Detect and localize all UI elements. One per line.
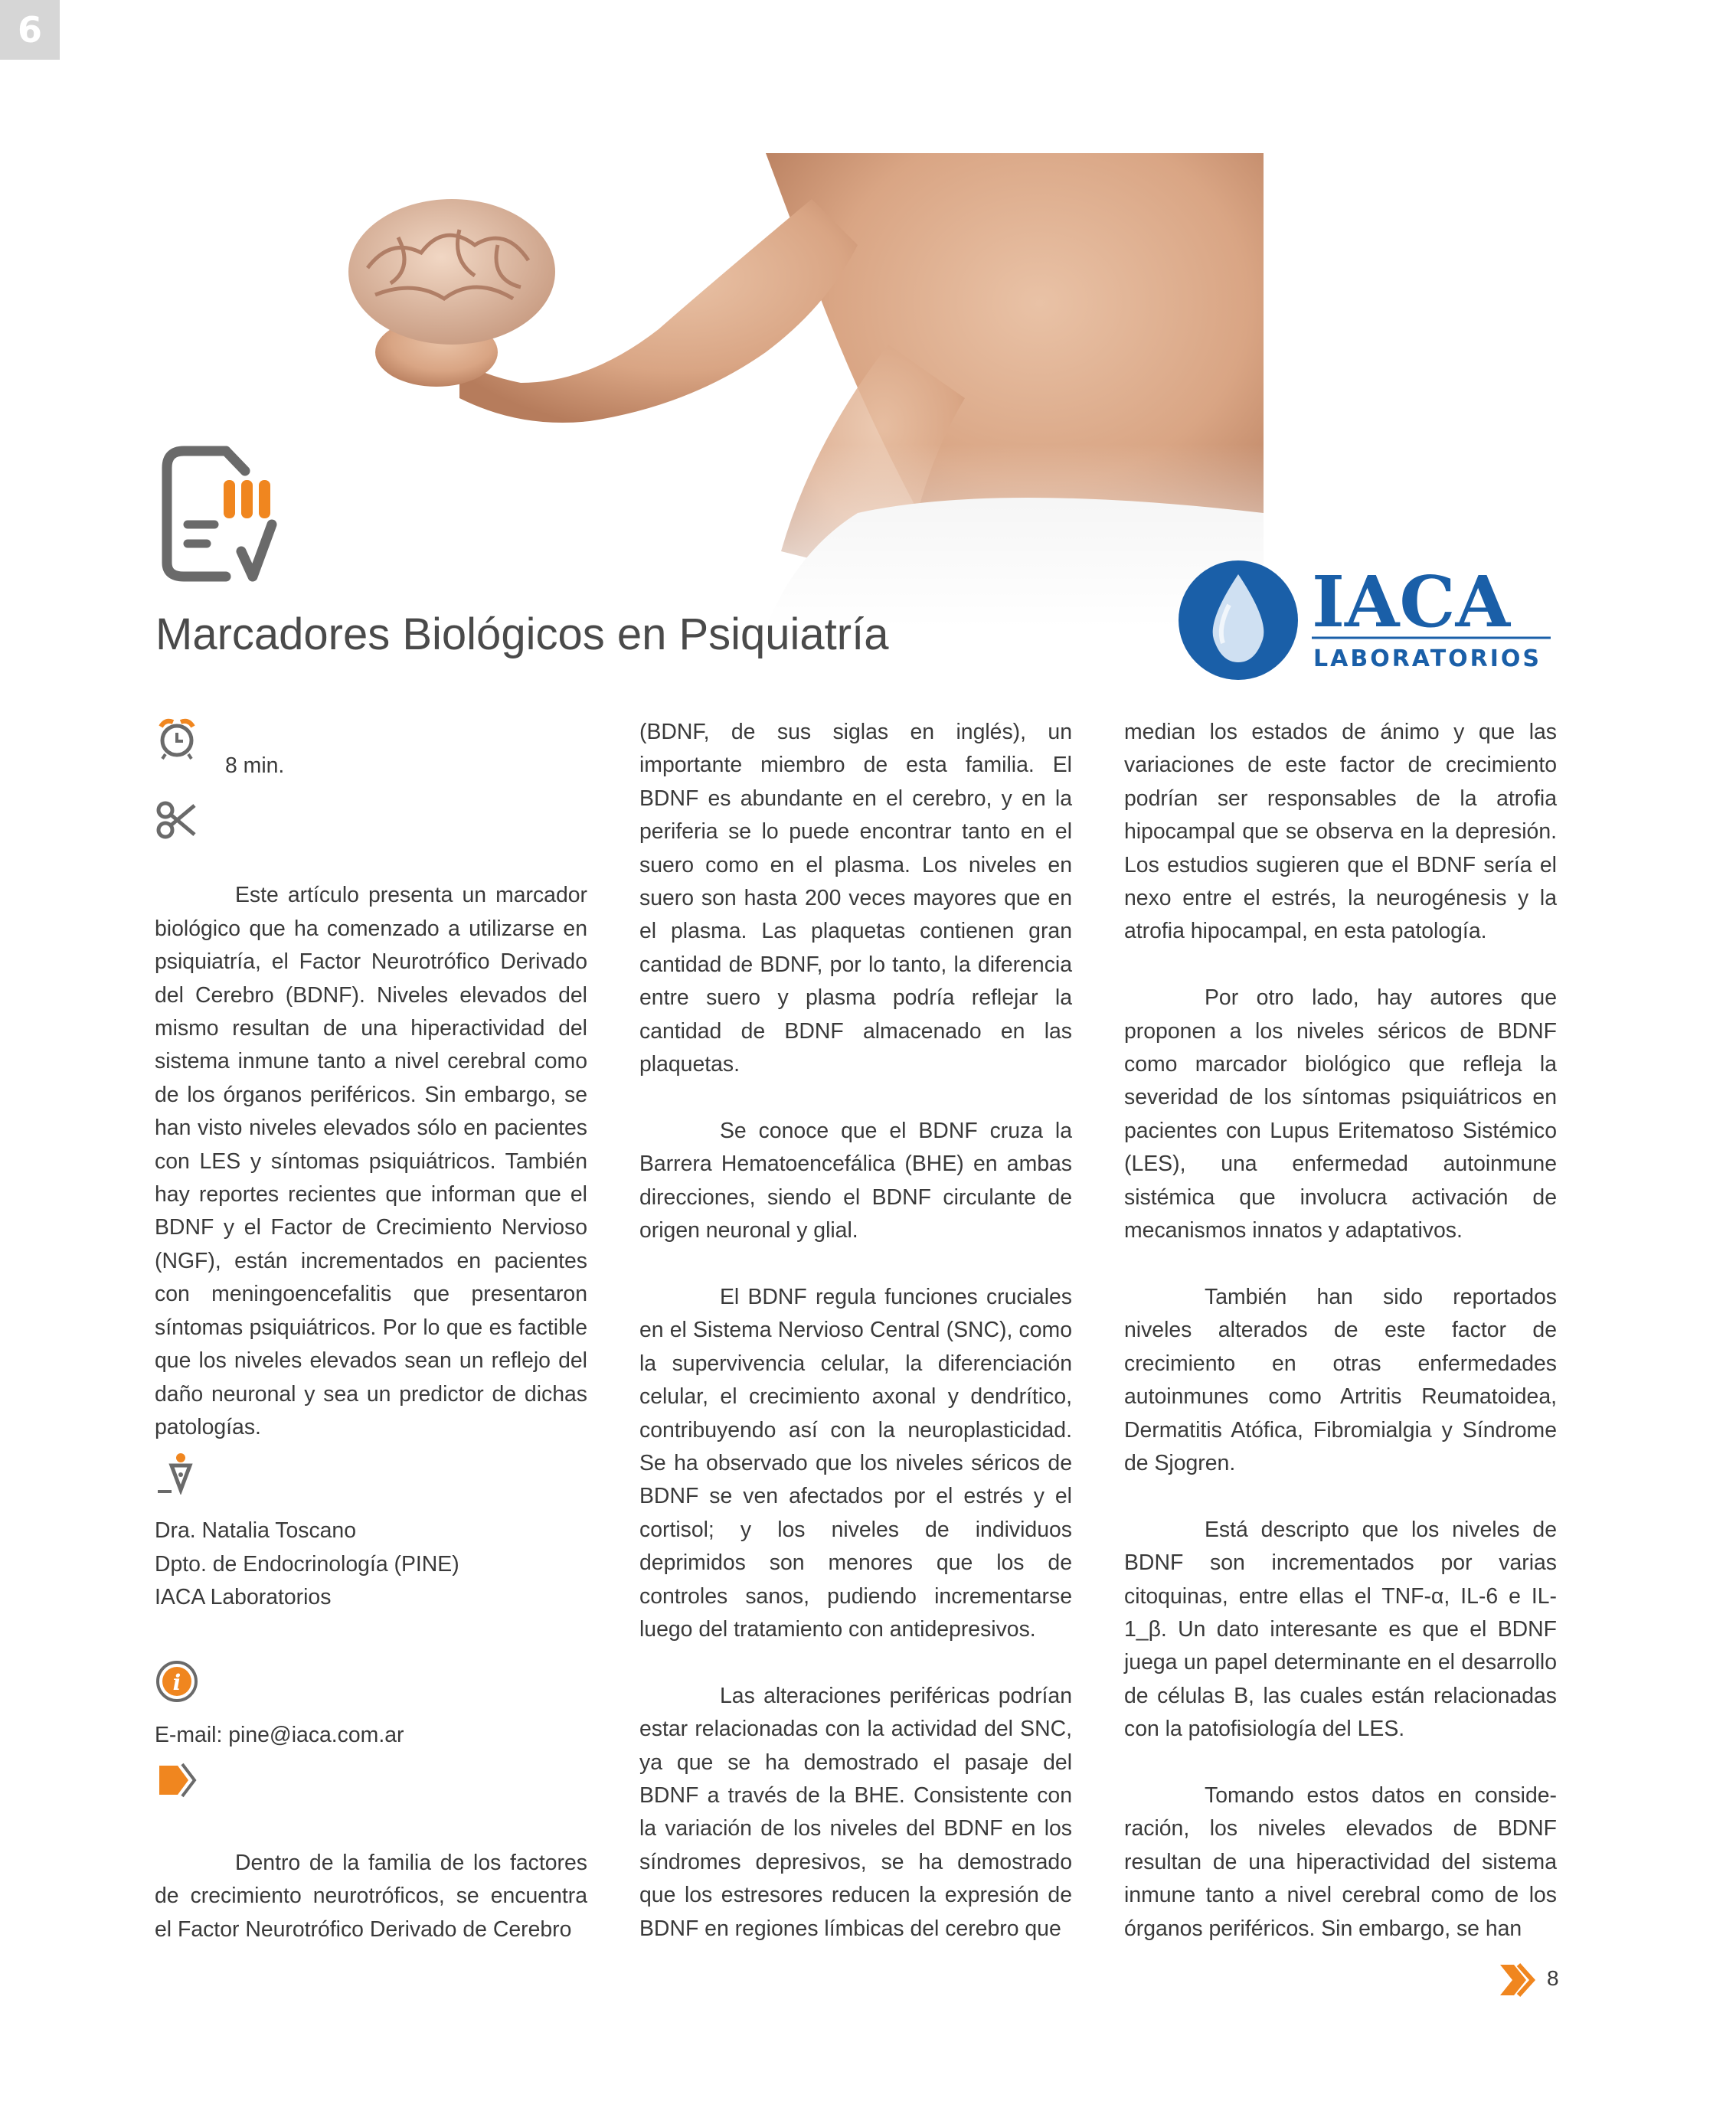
column-3 <box>1124 716 1557 1946</box>
page-tab: 6 <box>0 0 60 60</box>
logo-sub: LABORATORIOS <box>1313 645 1542 672</box>
col2-paragraph-2: Se conoce que el BDNF cruza la Barrera Hematoencefálica (BHE) en ambas direcciones, siendo el BDNF circulante de origen neuronal y glial. <box>639 1118 1072 1243</box>
reading-time: 8 min. <box>225 753 285 778</box>
author-org: IACA Laboratorios <box>155 1585 332 1610</box>
alarm-clock-icon <box>155 716 199 760</box>
page-number: 8 <box>1547 1966 1559 1990</box>
col3-paragraph-4: Está descripto que los niveles de BDNF son incrementados por varias citoquinas, entre ellas el TNF-α, IL-6 e IL-1_β. Un dato interesante es que el BDNF juega un papel determinante en el desarrollo de células B, las cuales están relacionadas con la patofisiología del LES. <box>1124 1517 1557 1742</box>
column-2 <box>639 716 1072 1946</box>
author-pen-icon <box>155 1450 199 1495</box>
info-icon <box>155 1659 199 1704</box>
col2-paragraph-3: El BDNF regula funciones cruciales en el Sistema Nervioso Central (SNC), como la supervivencia celular, la diferenciación celular, el crecimiento axonal y dendrítico, contribuyendo así con la neuroplasticidad. Se ha observado que los niveles séricos de BDNF se ven afectados por el estrés y el cortisol; y los niveles de individuos deprimidos son menores que los de controles sanos, pudiendo incrementarse luego del tratamiento con antidepresivos. <box>639 1284 1072 1642</box>
hero-photo <box>230 153 1264 628</box>
arrow-forward-icon <box>155 1758 199 1802</box>
col3-paragraph-5: Tomando estos datos en conside-ración, los niveles elevados de BDNF resultan de una hiperactividad del sistema inmune tanto a nivel cerebral como de los órganos periféricos. Sin embargo, se han <box>1124 1782 1557 1941</box>
col3-paragraph-2: Por otro lado, hay autores que proponen a los niveles séricos de BDNF como marcador biológico que refleja la severidad de los síntomas psiquiátricos en pacientes con Lupus Eritematoso Sistémico (LES), una enfermedad autoinmune sistémica que involucra activación de mecanismos innatos y adaptativos. <box>1124 985 1557 1243</box>
document-icon <box>153 440 283 586</box>
col2-paragraph-1: (BDNF, de sus siglas en inglés), un importante miembro de esta familia. El BDNF es abundante en el cerebro, y en la periferia se lo puede encontrar tanto en el suero como en el plasma. Los niveles en suero son hasta 200 veces mayores que en el plasma. Las plaquetas contienen gran cantidad de BDNF, por lo tanto, la diferencia entre suero y plasma podría reflejar la cantidad de BDNF almacenado en las plaquetas. <box>639 720 1072 1077</box>
iaca-logo <box>1175 559 1558 681</box>
col3-paragraph-1: median los estados de ánimo y que las variaciones de este factor de crecimiento podrían ser responsables de la atrofia hipocampal que se observa en la depresión. Los estudios sugieren que el BDNF sería el nexo entre el estrés, la neurogénesis y la atrofia hipocampal, en esta patología. <box>1124 720 1557 944</box>
author-dept: Dpto. de Endocrinología (PINE) <box>155 1551 459 1577</box>
next-page-arrow-icon[interactable] <box>1497 1960 1537 2000</box>
scissors-icon <box>155 798 199 842</box>
logo-name: IACA <box>1312 560 1511 643</box>
col3-paragraph-3: También han sido reportados niveles alterados de este factor de crecimiento en otras enfermedades autoinmunes como Artritis Reumatoidea, Dermatitis Atófica, Fibromialgia y Síndrome de Sjogren. <box>1124 1284 1557 1475</box>
intro-paragraph: Este artículo presenta un marcador biológico que ha comenzado a utilizarse en psiquiatría, el Factor Neurotrófico Derivado del Cerebro (BDNF). Niveles elevados del mismo resultan de una hiperactividad del sistema inmune tanto a nivel cerebral como de los órganos periféricos. Sin embargo, se han visto niveles elevados sólo en pacientes con LES y síntomas psiquiátricos. También hay reportes recientes que informan que el BDNF y el Factor de Crecimiento Nervioso (NGF), están incrementados en pacientes con meningoencefalitis que presentaron síntomas psiquiátricos. Por lo que es factible que los niveles elevados sean un reflejo del daño neuronal y sea un predictor de dichas patologías. <box>155 883 587 1439</box>
iaca-logo-mark <box>1175 559 1558 681</box>
col2-paragraph-4: Las alteraciones periféricas podrían estar relacionadas con la actividad del SNC, ya que se ha demostrado el pasaje del BDNF a través de la BHE. Consistente con la variación de los niveles del BDNF en los síndromes depresivos, se ha demostrado que los estresores reducen la expresión de BDNF en regiones límbicas del cerebro que <box>639 1683 1072 1941</box>
author-name: Dra. Natalia Toscano <box>155 1518 357 1544</box>
column-1 <box>155 716 587 1946</box>
svg-text:i: i <box>172 1669 181 1695</box>
family-paragraph: Dentro de la familia de los factores de crecimiento neurotróficos, se encuentra el Factor Neurotrófico Derivado de Cerebro <box>155 1850 587 1942</box>
page-title: Marcadores Biológicos en Psiquiatría <box>155 609 889 659</box>
email-link[interactable]: E-mail: pine@iaca.com.ar <box>155 1722 404 1747</box>
